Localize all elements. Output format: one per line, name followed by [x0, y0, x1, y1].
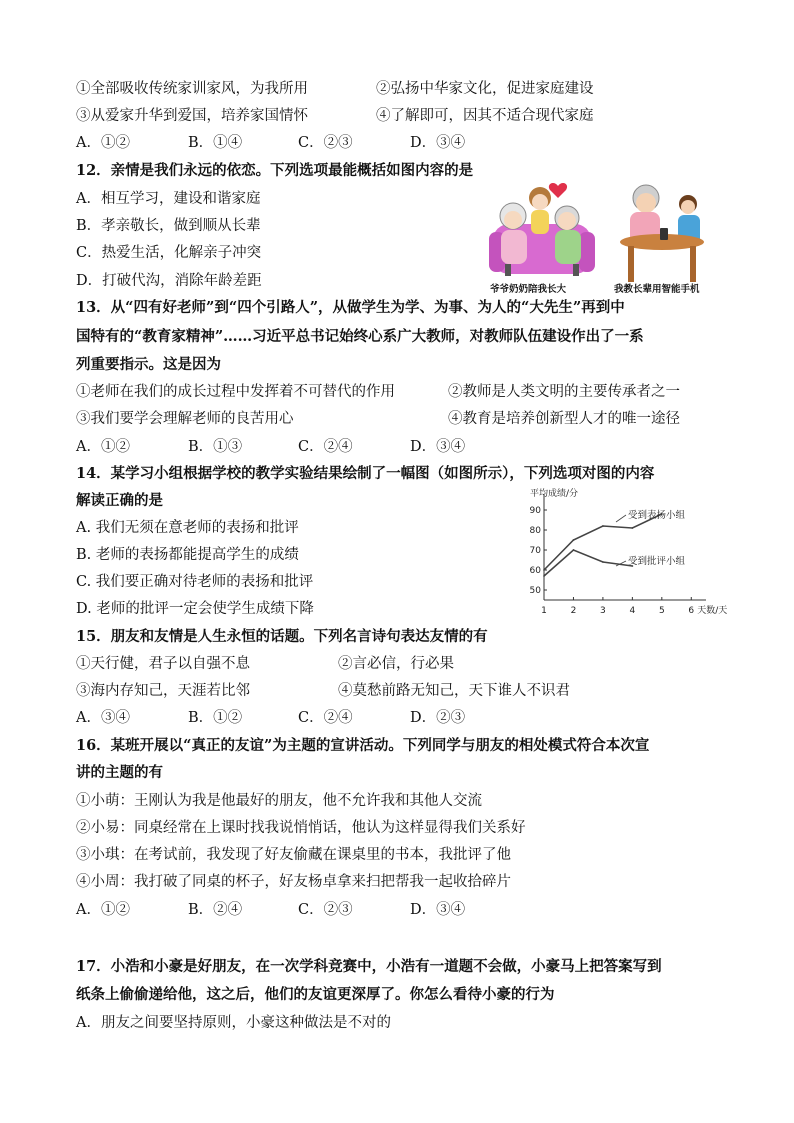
q17-stem-line-1: 17．小浩和小豪是好朋友，在一次学科竞赛中，小浩有一道题不会做，小豪马上把答案写到 [76, 958, 662, 975]
q15-option-b: B．①② [188, 710, 243, 726]
x-tick-label-1: 2 [570, 606, 577, 616]
y-tick-label-1: 60 [529, 566, 541, 576]
series-label-1: 受到批评小组 [628, 556, 686, 567]
q13-stem-line-2: 国特有的“教育家精神”……习近平总书记始终心系广大教师，对教师队伍建设作出了一系 [76, 328, 644, 345]
x-tick-label-5: 6 [688, 606, 695, 616]
score-line-chart [529, 488, 728, 620]
q17-option-a: A．朋友之间要坚持原则，小豪这种做法是不对的 [76, 1015, 391, 1031]
q11-option-d: D．③④ [410, 135, 466, 151]
teaching-phone-illustration [610, 176, 710, 288]
q13-item-1: ①老师在我们的成长过程中发挥着不可替代的作用 [76, 384, 395, 400]
q11-item-3: ③从爱家升华到爱国，培养家国情怀 [76, 108, 308, 124]
q11-option-b: B．①④ [188, 135, 243, 151]
series-0-point-3 [631, 527, 633, 529]
q11-item-1: ①全部吸收传统家训家风，为我所用 [76, 81, 308, 97]
q16-stem-line-1: 16．某班开展以“真正的友谊”为主题的宣讲活动。下列同学与朋友的相处模式符合本次宣 [76, 737, 650, 754]
q13-item-2: ②教师是人类文明的主要传承者之一 [448, 384, 680, 400]
q15-stem: 15．朋友和友情是人生永恒的话题。下列名言诗句表达友情的有 [76, 628, 488, 645]
q16-item-3: ③小琪：在考试前，我发现了好友偷藏在课桌里的书本，我批评了他 [76, 847, 511, 863]
q12-option-b: B．孝亲敬长，做到顺从长辈 [76, 218, 261, 234]
series-leader-0 [616, 515, 626, 522]
x-tick-label-4: 5 [658, 606, 665, 616]
x-tick-label-3: 4 [629, 606, 636, 616]
q17-stem-line-2: 纸条上偷偷递给他，这之后，他们的友谊更深厚了。你怎么看待小豪的行为 [76, 986, 555, 1003]
q16-item-4: ④小周：我打破了同桌的杯子，好友杨卓拿来扫把帮我一起收拾碎片 [76, 874, 511, 890]
q16-stem-line-2: 讲的主题的有 [76, 764, 163, 781]
q16-option-c: C．②③ [298, 902, 353, 918]
q15-item-1: ①天行健，君子以自强不息 [76, 656, 250, 672]
x-axis-label: 天数/天 [697, 606, 728, 616]
series-label-0: 受到表扬小组 [628, 510, 686, 521]
q13-option-c: C．②④ [298, 439, 353, 455]
q13-option-b: B．①③ [188, 439, 243, 455]
series-1-point-1 [573, 549, 575, 551]
series-line-1 [544, 550, 632, 576]
series-0-point-0 [543, 569, 545, 571]
q13-option-a: A．①② [76, 439, 130, 455]
illustration-caption-2: 我教长辈用智能手机 [614, 284, 700, 295]
q15-option-a: A．③④ [76, 710, 130, 726]
y-tick-label-2: 70 [529, 546, 541, 556]
q13-stem-line-3: 列重要指示。这是因为 [76, 356, 221, 373]
q11-option-c: C．②③ [298, 135, 353, 151]
q12-option-d: D．打破代沟，消除年龄差距 [76, 273, 262, 289]
q15-item-4: ④莫愁前路无知己，天下谁人不识君 [338, 683, 570, 699]
series-0-point-1 [573, 539, 575, 541]
series-1-point-0 [543, 575, 545, 577]
series-0-point-2 [602, 525, 604, 527]
q14-option-b: B. 老师的表扬都能提高学生的成绩 [76, 547, 299, 563]
q16-item-2: ②小易：同桌经常在上课时找我说悄悄话，他认为这样显得我们关系好 [76, 820, 526, 836]
q14-option-a: A. 我们无须在意老师的表扬和批评 [76, 520, 299, 536]
q15-option-d: D．②③ [410, 710, 466, 726]
q12-stem: 12．亲情是我们永远的依恋。下列选项最能概括如图内容的是 [76, 162, 474, 179]
series-1-point-2 [602, 561, 604, 563]
q16-option-d: D．③④ [410, 902, 466, 918]
q11-option-a: A．①② [76, 135, 130, 151]
y-tick-label-3: 80 [529, 526, 541, 536]
q15-option-c: C．②④ [298, 710, 353, 726]
q13-item-4: ④教育是培养创新型人才的唯一途径 [448, 411, 680, 427]
y-tick-label-4: 90 [529, 506, 541, 516]
q15-item-2: ②言必信，行必果 [338, 656, 454, 672]
q11-item-4: ④了解即可，因其不适合现代家庭 [376, 108, 594, 124]
q14-stem-line-1: 14．某学习小组根据学校的教学实验结果绘制了一幅图（如图所示），下列选项对图的内容 [76, 465, 655, 482]
q14-stem-line-2: 解读正确的是 [76, 492, 163, 509]
q16-option-a: A．①② [76, 902, 130, 918]
q13-item-3: ③我们要学会理解老师的良苦用心 [76, 411, 294, 427]
q16-option-b: B．②④ [188, 902, 243, 918]
q14-option-d: D. 老师的批评一定会使学生成绩下降 [76, 601, 314, 617]
y-tick-label-0: 50 [529, 586, 541, 596]
q16-item-1: ①小萌：王刚认为我是他最好的朋友，他不允许我和其他人交流 [76, 793, 482, 809]
y-axis-label: 平均成绩/分 [530, 489, 579, 499]
q14-option-c: C. 我们要正确对待老师的表扬和批评 [76, 574, 314, 590]
q15-item-3: ③海内存知己，天涯若比邻 [76, 683, 250, 699]
q13-stem-line-1: 13．从“四有好老师”到“四个引路人”，从做学生为学、为事、为人的“大先生”再到中 [76, 299, 625, 316]
q13-option-d: D．③④ [410, 439, 466, 455]
x-tick-label-0: 1 [541, 606, 547, 616]
q12-option-a: A．相互学习，建设和谐家庭 [76, 191, 261, 207]
q11-item-2: ②弘扬中华家文化，促进家庭建设 [376, 81, 594, 97]
grandparents-illustration [487, 172, 597, 292]
x-tick-label-2: 3 [600, 606, 606, 616]
q12-option-c: C．热爱生活，化解亲子冲突 [76, 245, 262, 261]
illustration-caption-1: 爷爷奶奶陪我长大 [490, 284, 567, 295]
